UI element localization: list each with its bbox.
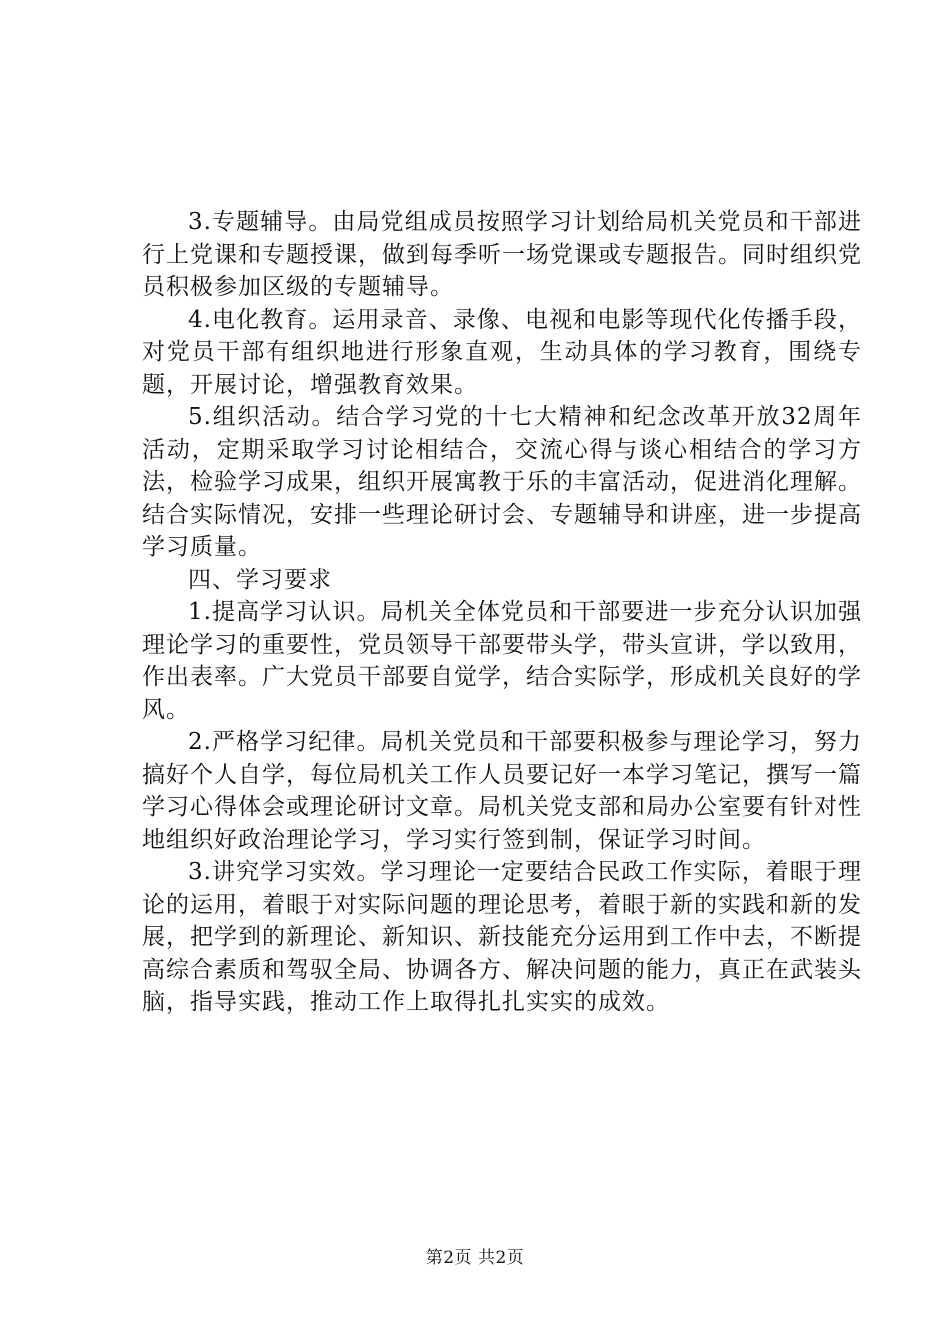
paragraph-raise-awareness: 1.提高学习认识。局机关全体党员和干部要进一步充分认识加强理论学习的重要性，党员领导干部要带头学，带头宣讲，学以致用，作出表率。广大党员干部要自觉学，结合实际学，形成机关良好的学风。	[142, 599, 862, 723]
paragraph-study-effectiveness: 3.讲究学习实效。学习理论一定要结合民政工作实际，着眼于理论的运用，着眼于对实际问题的理论思考，着眼于新的实践和新的发展，把学到的新理论、新知识、新技能充分运用到工作中去，不断提高综合素质和驾驭全局、协调各方、解决问题的能力，真正在武装头脑，指导实践，推动工作上取得扎扎实实的成效。	[142, 859, 862, 1015]
paragraph-study-discipline: 2.严格学习纪律。局机关党员和干部要积极参与理论学习，努力搞好个人自学，每位局机关工作人员要记好一本学习笔记，撰写一篇学习心得体会或理论研讨文章。局机关党支部和局办公室要有针对性地组织好政治理论学习，学习实行签到制，保证学习时间。	[142, 729, 862, 853]
paragraph-topic-tutoring: 3.专题辅导。由局党组成员按照学习计划给局机关党员和干部进行上党课和专题授课，做到每季听一场党课或专题报告。同时组织党员积极参加区级的专题辅导。	[142, 209, 862, 300]
document-body	[142, 206, 862, 1019]
paragraph-electronic-education: 4.电化教育。运用录音、录像、电视和电影等现代化传播手段，对党员干部有组织地进行形象直观，生动具体的学习教育，围绕专题，开展讨论，增强教育效果。	[142, 306, 862, 398]
page-number-footer: 第2页 共2页	[425, 1248, 525, 1268]
paragraph-organized-activities: 5.组织活动。结合学习党的十七大精神和纪念改革开放32周年活动，定期采取学习讨论相结合，交流心得与谈心相结合的学习方法，检验学习成果，组织开展寓教于乐的丰富活动，促进消化理解。结合实际情况，安排一些理论研讨会、专题辅导和讲座，进一步提高学习质量。	[142, 404, 862, 560]
section-heading-study-requirements: 四、学习要求	[188, 566, 332, 593]
